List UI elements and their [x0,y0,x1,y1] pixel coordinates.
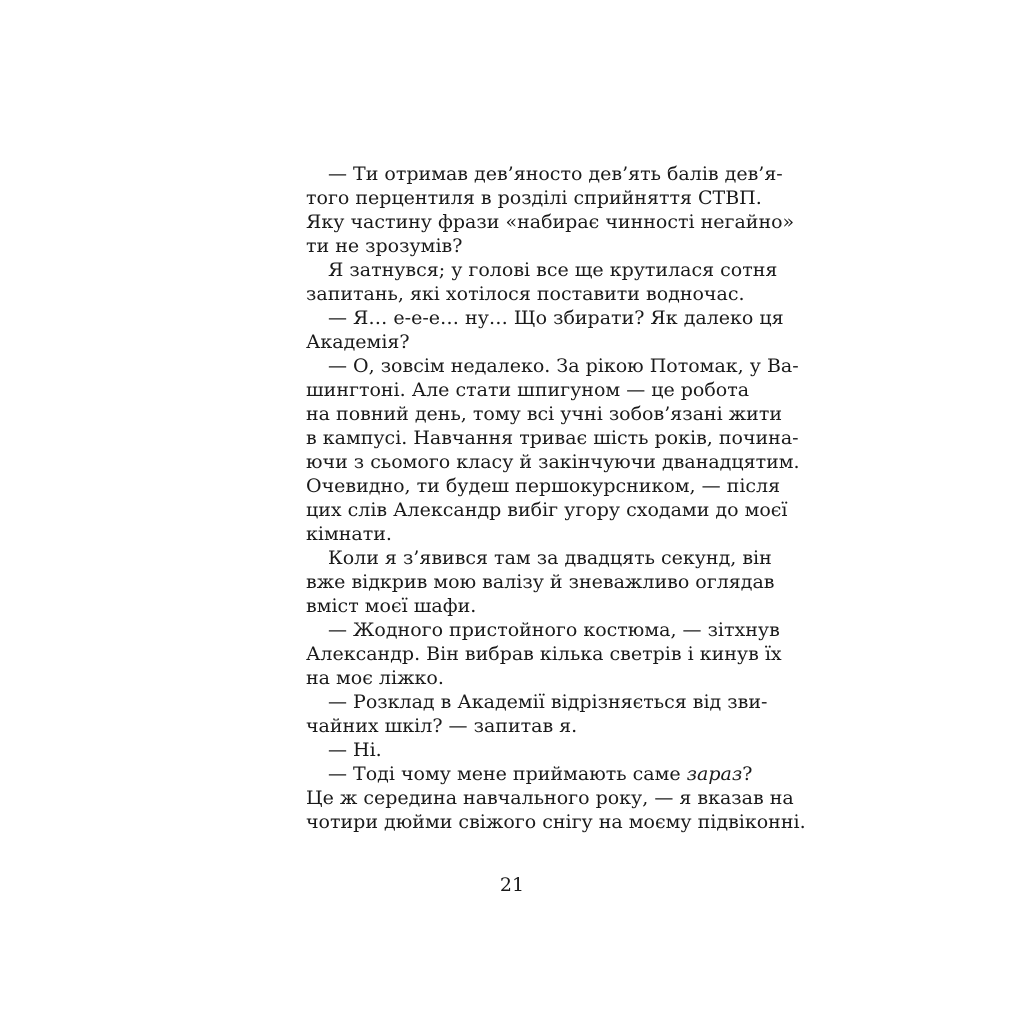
text-line: Це ж середина навчального року, — я вказав на [306,787,794,809]
line-text-end: ? [742,763,753,785]
text-line: — О, зовсім недалеко. За рікою Потомак, у Ва- [328,355,799,377]
text-line: цих слів Александр вибіг угору сходами до моєї [306,499,788,521]
text-line: ти не зрозумів? [306,235,463,257]
text-line: чотири дюйми свіжого снігу на моєму підвіконні. [306,811,806,833]
text-line: — Ти отримав дев’яносто дев’ять балів дев’я- [328,163,783,185]
text-line: Александр. Він вибрав кілька светрів і кинув їх [306,643,782,665]
text-line: Я затнувся; у голові все ще крутилася сотня [328,259,778,281]
text-line: кімнати. [306,523,392,545]
text-line: вміст моєї шафи. [306,595,477,617]
text-line: — Ні. [328,739,382,761]
text-line: запитань, які хотілося поставити водночас. [306,283,745,305]
text-line: на моє ліжко. [306,667,444,689]
text-line: ючи з сьомого класу й закінчуючи дванадцятим. [306,451,800,473]
text-line: вже відкрив мою валізу й зневажливо оглядав [306,571,775,593]
emphasized-word: зараз [686,763,743,785]
text-line: на повний день, тому всі учні зобов’язані жити [306,403,783,425]
text-line: Академія? [306,331,410,353]
text-line: Яку частину фрази «набирає чинності негайно» [306,211,795,233]
text-line: Коли я з’явився там за двадцять секунд, він [328,547,772,569]
text-line: в кампусі. Навчання триває шість років, почина- [306,427,799,449]
text-line: — Жодного пристойного костюма, — зітхнув [328,619,780,641]
text-line: чайних шкіл? — запитав я. [306,715,578,737]
text-line: того перцентиля в розділі сприйняття СТВП. [306,187,762,209]
text-line [328,762,752,786]
text-line: Очевидно, ти будеш першокурсником, — після [306,475,781,497]
page-number: 21 [499,874,525,896]
text-line: шингтоні. Але стати шпигуном — це робота [306,379,750,401]
text-line: — Розклад в Академії відрізняється від зви- [328,691,768,713]
text-line: — Я… е-е-е… ну… Що збирати? Як далеко ця [328,307,784,329]
line-text: — Тоді чому мене приймають саме [328,763,687,785]
